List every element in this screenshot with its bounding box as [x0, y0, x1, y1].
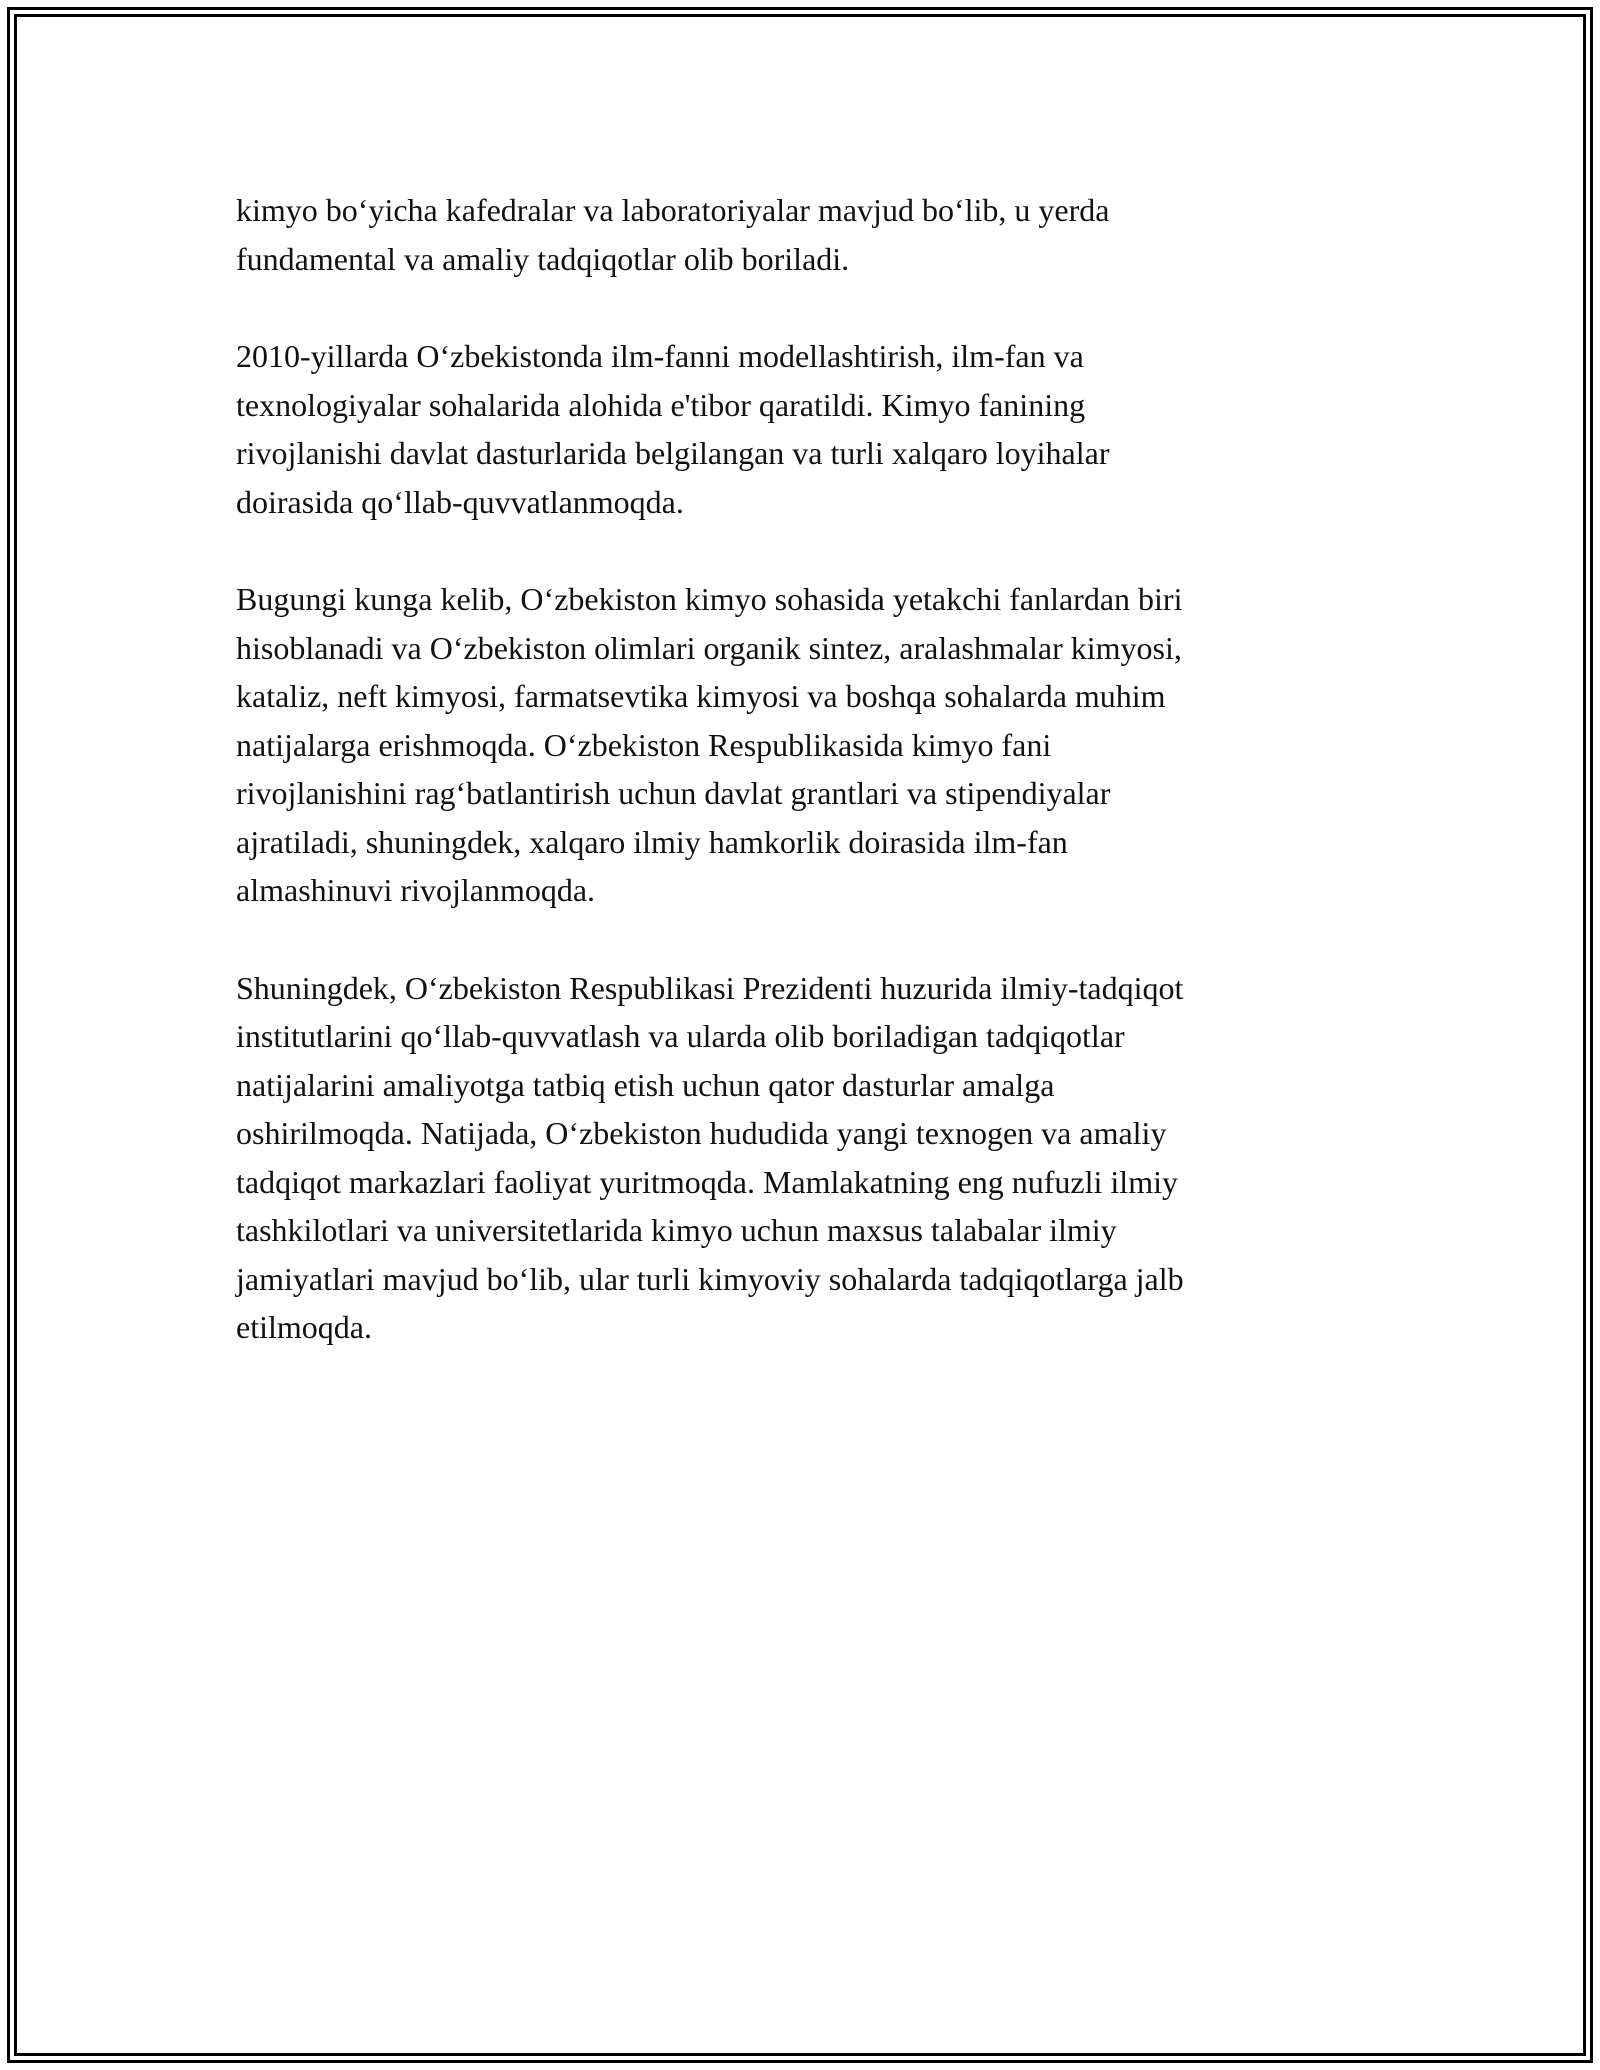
paragraph-4: Shuningdek, O‘zbekiston Respublikasi Prezidenti huzurida ilmiy-tadqiqot institutlarini qo‘llab-quvvatlash va ularda olib boriladigan tadqiqotlar natijalarini amaliyotga tatbiq etish uchun qator dasturlar amalga oshirilmoqda. Natijada, O‘zbekiston hududida yangi texnogen va amaliy tadqiqot markazlari faoliyat yuritmoqda. Mamlakatning eng nufuzli ilmiy tashkilotlari va universitetlarida kimyo uchun maxsus talabalar ilmiy jamiyatlari mavjud bo‘lib, ular turli kimyoviy sohalarda tadqiqotlarga jalb etilmoqda.: [236, 969, 1184, 1345]
paragraph-1: kimyo bo‘yicha kafedralar va laboratoriyalar mavjud bo‘lib, u yerda fundamental va amaliy tadqiqotlar olib boriladi.: [236, 192, 1110, 277]
paragraph-3: Bugungi kunga kelib, O‘zbekiston kimyo sohasida yetakchi fanlardan biri hisoblanadi va O‘zbekiston olimlari organik sintez, aralashmalar kimyosi, kataliz, neft kimyosi, farmatsevtika kimyosi va boshqa sohalarda muhim natijalarga erishmoqda. O‘zbekiston Respublikasida kimyo fani rivojlanishini rag‘batlantirish uchun davlat grantlari va stipendiyalar ajratiladi, shuningdek, xalqaro ilmiy hamkorlik doirasida ilm-fan almashinuvi rivojlanmoqda.: [236, 581, 1183, 908]
paragraph-2: 2010-yillarda O‘zbekistonda ilm-fanni modellashtirish, ilm-fan va texnologiyalar sohalarida alohida e'tibor qaratildi. Kimyo fanining rivojlanishi davlat dasturlarida belgilangan va turli xalqaro loyihalar doirasida qo‘llab-quvvatlanmoqda.: [236, 338, 1110, 520]
document-body: [236, 186, 1366, 1401]
